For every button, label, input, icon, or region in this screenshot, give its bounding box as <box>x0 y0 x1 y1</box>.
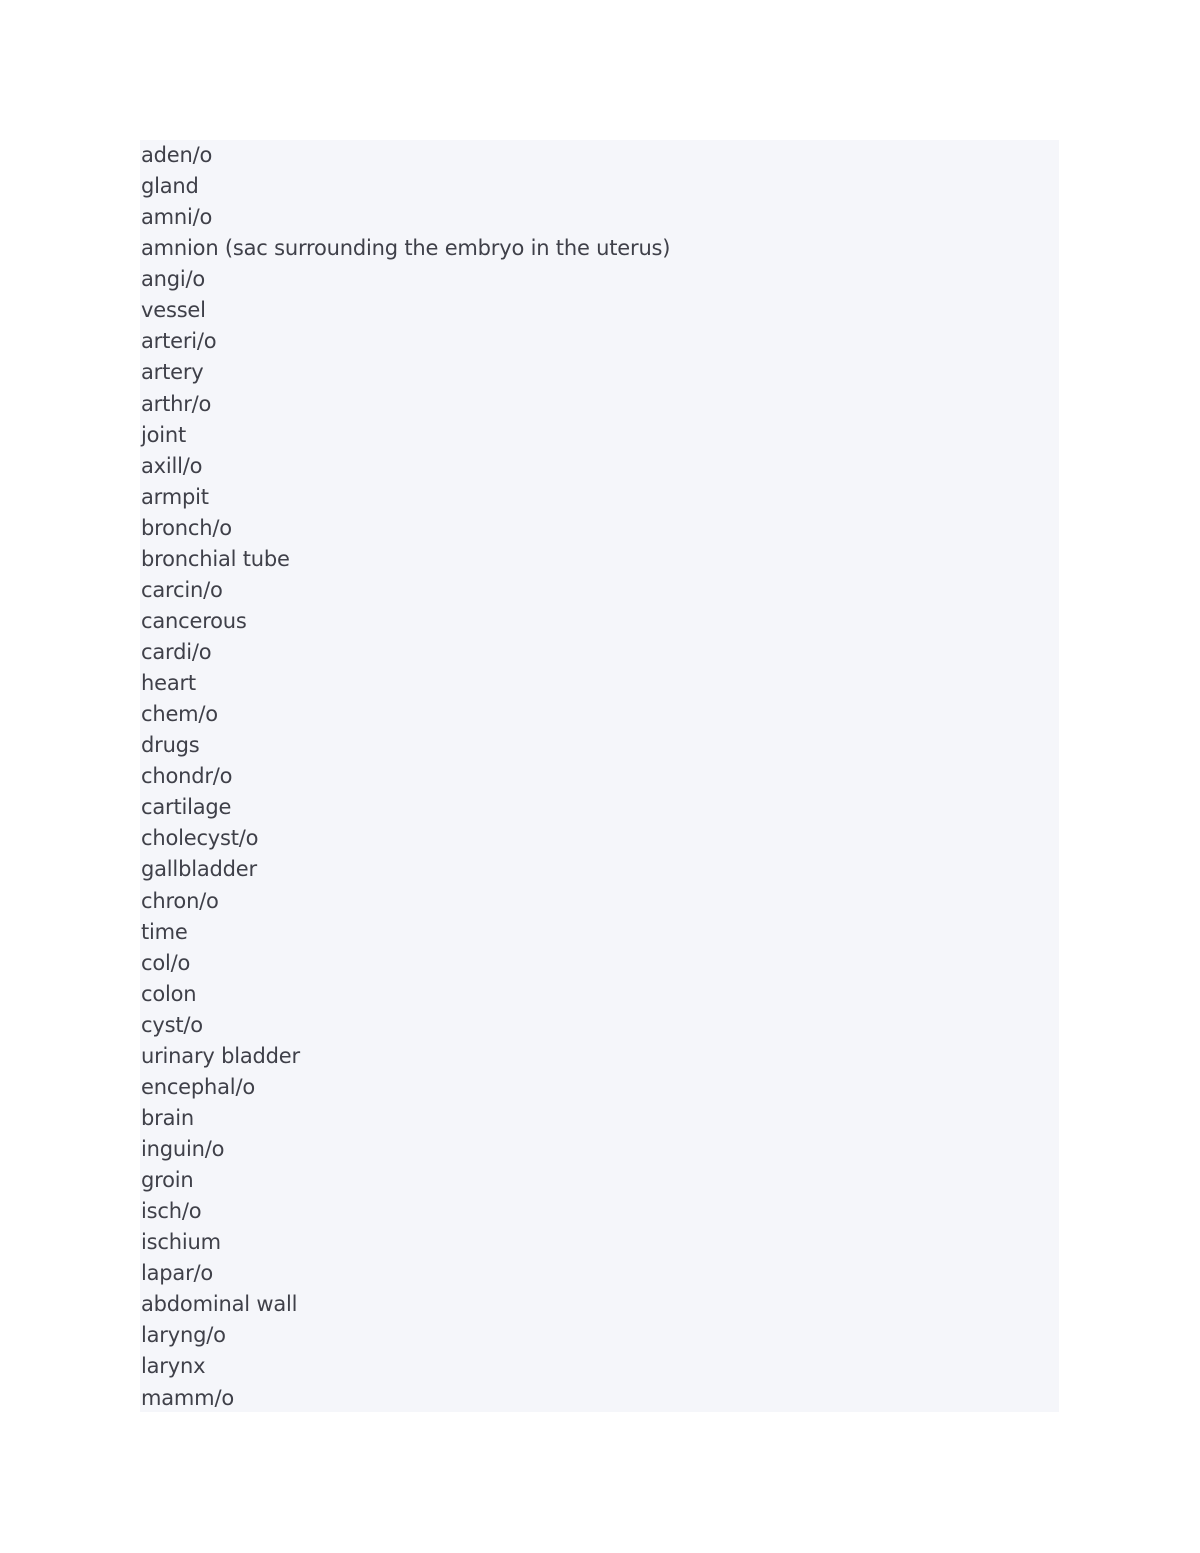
term-root: cholecyst/o <box>141 826 259 851</box>
term-meaning: vessel <box>141 298 206 323</box>
term-meaning: amnion (sac surrounding the embryo in the uterus) <box>141 236 671 261</box>
term-root: cardi/o <box>141 640 212 664</box>
term-meaning: heart <box>141 671 196 696</box>
term-root: encephal/o <box>141 1074 255 1099</box>
term-root: col/o <box>141 950 191 975</box>
term-root: chron/o <box>141 888 219 913</box>
term-root: arteri/o <box>141 329 217 354</box>
term-meaning: artery <box>141 360 204 385</box>
term-root: mamm/o <box>141 1385 234 1410</box>
term-root: lapar/o <box>141 1261 214 1286</box>
term-root: carcin/o <box>141 577 223 602</box>
term-root: amni/o <box>141 205 213 230</box>
term-list <box>141 140 670 1414</box>
term-root: axill/o <box>141 453 203 478</box>
term-meaning: joint <box>141 422 187 447</box>
term-meaning: ischium <box>141 1230 221 1255</box>
term-meaning: abdominal wall <box>141 1292 298 1317</box>
term-meaning: bronchial tube <box>141 546 290 571</box>
term-meaning: larynx <box>141 1354 206 1379</box>
term-meaning: gallbladder <box>141 857 257 882</box>
term-meaning: brain <box>141 1105 194 1130</box>
term-meaning: cartilage <box>141 795 232 820</box>
term-root: angi/o <box>141 267 206 292</box>
term-root: arthr/o <box>141 391 212 416</box>
term-meaning: gland <box>141 174 199 199</box>
term-meaning: time <box>141 919 188 944</box>
term-root: cyst/o <box>141 1012 203 1037</box>
term-meaning: colon <box>141 981 197 1006</box>
term-root: chondr/o <box>141 764 233 789</box>
term-meaning: drugs <box>141 733 200 758</box>
term-root: chem/o <box>141 702 218 727</box>
term-root: bronch/o <box>141 515 232 540</box>
term-root: inguin/o <box>141 1137 225 1161</box>
term-root: isch/o <box>141 1199 202 1224</box>
term-meaning: urinary bladder <box>141 1043 300 1068</box>
term-root: aden/o <box>141 143 213 167</box>
term-root: laryng/o <box>141 1323 226 1348</box>
term-meaning: cancerous <box>141 608 247 633</box>
term-meaning: armpit <box>141 484 209 509</box>
term-meaning: groin <box>141 1168 194 1193</box>
